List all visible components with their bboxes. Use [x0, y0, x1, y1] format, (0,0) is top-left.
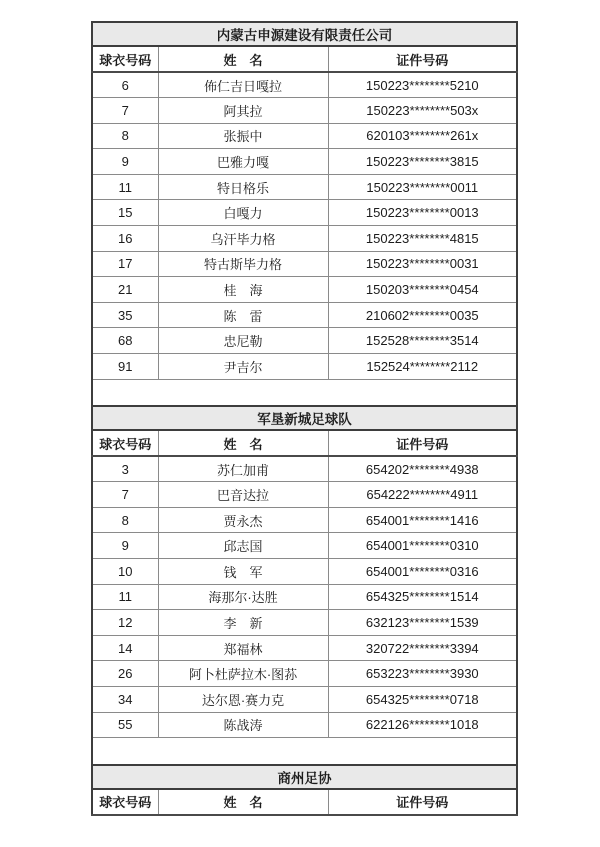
jersey-number-cell: 15	[92, 200, 158, 226]
player-name-cell: 白嘎力	[158, 200, 328, 226]
id-number-cell: 320722********3394	[328, 635, 517, 661]
id-number-cell: 150223********0013	[328, 200, 517, 226]
jersey-number-cell: 34	[92, 686, 158, 712]
player-name-cell: 阿卜杜萨拉木·图荪	[158, 661, 328, 687]
jersey-number-cell: 21	[92, 277, 158, 303]
column-header-row	[92, 430, 517, 456]
player-name-cell: 巴音达拉	[158, 482, 328, 508]
jersey-number-cell: 17	[92, 251, 158, 277]
player-name-cell: 达尔恩·赛力克	[158, 686, 328, 712]
player-name-cell: 佈仁吉日嘎拉	[158, 72, 328, 98]
table-row	[92, 200, 517, 226]
jersey-number-cell: 16	[92, 226, 158, 252]
player-name-cell: 陈 雷	[158, 302, 328, 328]
team-name-header: 商州足协	[92, 765, 517, 789]
table-row	[92, 149, 517, 175]
id-number-cell: 150223********0031	[328, 251, 517, 277]
table-row	[92, 482, 517, 508]
table-row	[92, 302, 517, 328]
column-header-row	[92, 46, 517, 72]
jersey-number-cell: 7	[92, 98, 158, 124]
jersey-number-cell: 6	[92, 72, 158, 98]
jersey-number-cell: 8	[92, 123, 158, 149]
table-row	[92, 635, 517, 661]
jersey-number-cell: 7	[92, 482, 158, 508]
id-number-cell: 654001********0310	[328, 533, 517, 559]
player-name-cell: 巴雅力嘎	[158, 149, 328, 175]
id-number-cell: 150223********503x	[328, 98, 517, 124]
id-number-cell: 622126********1018	[328, 712, 517, 738]
table-row	[92, 123, 517, 149]
table-row	[92, 328, 517, 354]
team-name-header: 军垦新城足球队	[92, 406, 517, 430]
column-header: 证件号码	[328, 46, 517, 72]
player-name-cell: 特古斯毕力格	[158, 251, 328, 277]
jersey-number-cell: 11	[92, 584, 158, 610]
column-header: 姓 名	[158, 789, 328, 815]
player-name-cell: 忠尼勒	[158, 328, 328, 354]
column-header-row	[92, 789, 517, 815]
jersey-number-cell: 12	[92, 610, 158, 636]
id-number-cell: 150203********0454	[328, 277, 517, 303]
table-row	[92, 354, 517, 380]
id-number-cell: 654001********1416	[328, 507, 517, 533]
table-row	[92, 610, 517, 636]
table-row	[92, 686, 517, 712]
id-number-cell: 654001********0316	[328, 559, 517, 585]
jersey-number-cell: 14	[92, 635, 158, 661]
id-number-cell: 654222********4911	[328, 482, 517, 508]
team-title-row	[92, 406, 517, 430]
table-row	[92, 584, 517, 610]
table-row	[92, 456, 517, 482]
column-header: 姓 名	[158, 430, 328, 456]
team-title-row	[92, 765, 517, 789]
roster-table	[91, 21, 518, 816]
column-header: 姓 名	[158, 46, 328, 72]
team-name-header: 内蒙古申源建设有限责任公司	[92, 22, 517, 46]
table-row	[92, 98, 517, 124]
player-name-cell: 海那尔·达胜	[158, 584, 328, 610]
table-row	[92, 251, 517, 277]
player-name-cell: 陈战涛	[158, 712, 328, 738]
id-number-cell: 150223********4815	[328, 226, 517, 252]
section-spacer-row	[92, 738, 517, 765]
player-name-cell: 苏仁加甫	[158, 456, 328, 482]
table-row	[92, 533, 517, 559]
table-row	[92, 559, 517, 585]
section-spacer-row	[92, 379, 517, 406]
jersey-number-cell: 9	[92, 149, 158, 175]
column-header: 球衣号码	[92, 430, 158, 456]
id-number-cell: 152528********3514	[328, 328, 517, 354]
id-number-cell: 620103********261x	[328, 123, 517, 149]
jersey-number-cell: 26	[92, 661, 158, 687]
roster-table-body	[92, 22, 517, 815]
table-row	[92, 226, 517, 252]
player-name-cell: 钱 军	[158, 559, 328, 585]
jersey-number-cell: 68	[92, 328, 158, 354]
player-name-cell: 乌汗毕力格	[158, 226, 328, 252]
id-number-cell: 152524********2112	[328, 354, 517, 380]
table-row	[92, 277, 517, 303]
id-number-cell: 653223********3930	[328, 661, 517, 687]
table-row	[92, 72, 517, 98]
table-row	[92, 661, 517, 687]
player-name-cell: 李 新	[158, 610, 328, 636]
column-header: 证件号码	[328, 789, 517, 815]
player-name-cell: 桂 海	[158, 277, 328, 303]
id-number-cell: 654325********0718	[328, 686, 517, 712]
team-title-row	[92, 22, 517, 46]
jersey-number-cell: 3	[92, 456, 158, 482]
player-name-cell: 张振中	[158, 123, 328, 149]
table-row	[92, 507, 517, 533]
section-spacer-cell	[92, 738, 517, 765]
jersey-number-cell: 9	[92, 533, 158, 559]
jersey-number-cell: 11	[92, 174, 158, 200]
column-header: 球衣号码	[92, 789, 158, 815]
player-name-cell: 特日格乐	[158, 174, 328, 200]
jersey-number-cell: 35	[92, 302, 158, 328]
id-number-cell: 150223********5210	[328, 72, 517, 98]
id-number-cell: 150223********0011	[328, 174, 517, 200]
player-name-cell: 尹吉尔	[158, 354, 328, 380]
id-number-cell: 654202********4938	[328, 456, 517, 482]
player-name-cell: 邱志国	[158, 533, 328, 559]
player-name-cell: 阿其拉	[158, 98, 328, 124]
column-header: 球衣号码	[92, 46, 158, 72]
table-row	[92, 174, 517, 200]
column-header: 证件号码	[328, 430, 517, 456]
jersey-number-cell: 91	[92, 354, 158, 380]
section-spacer-cell	[92, 379, 517, 406]
jersey-number-cell: 8	[92, 507, 158, 533]
id-number-cell: 654325********1514	[328, 584, 517, 610]
jersey-number-cell: 10	[92, 559, 158, 585]
player-name-cell: 郑福林	[158, 635, 328, 661]
jersey-number-cell: 55	[92, 712, 158, 738]
id-number-cell: 210602********0035	[328, 302, 517, 328]
id-number-cell: 632123********1539	[328, 610, 517, 636]
table-row	[92, 712, 517, 738]
player-name-cell: 贾永杰	[158, 507, 328, 533]
id-number-cell: 150223********3815	[328, 149, 517, 175]
